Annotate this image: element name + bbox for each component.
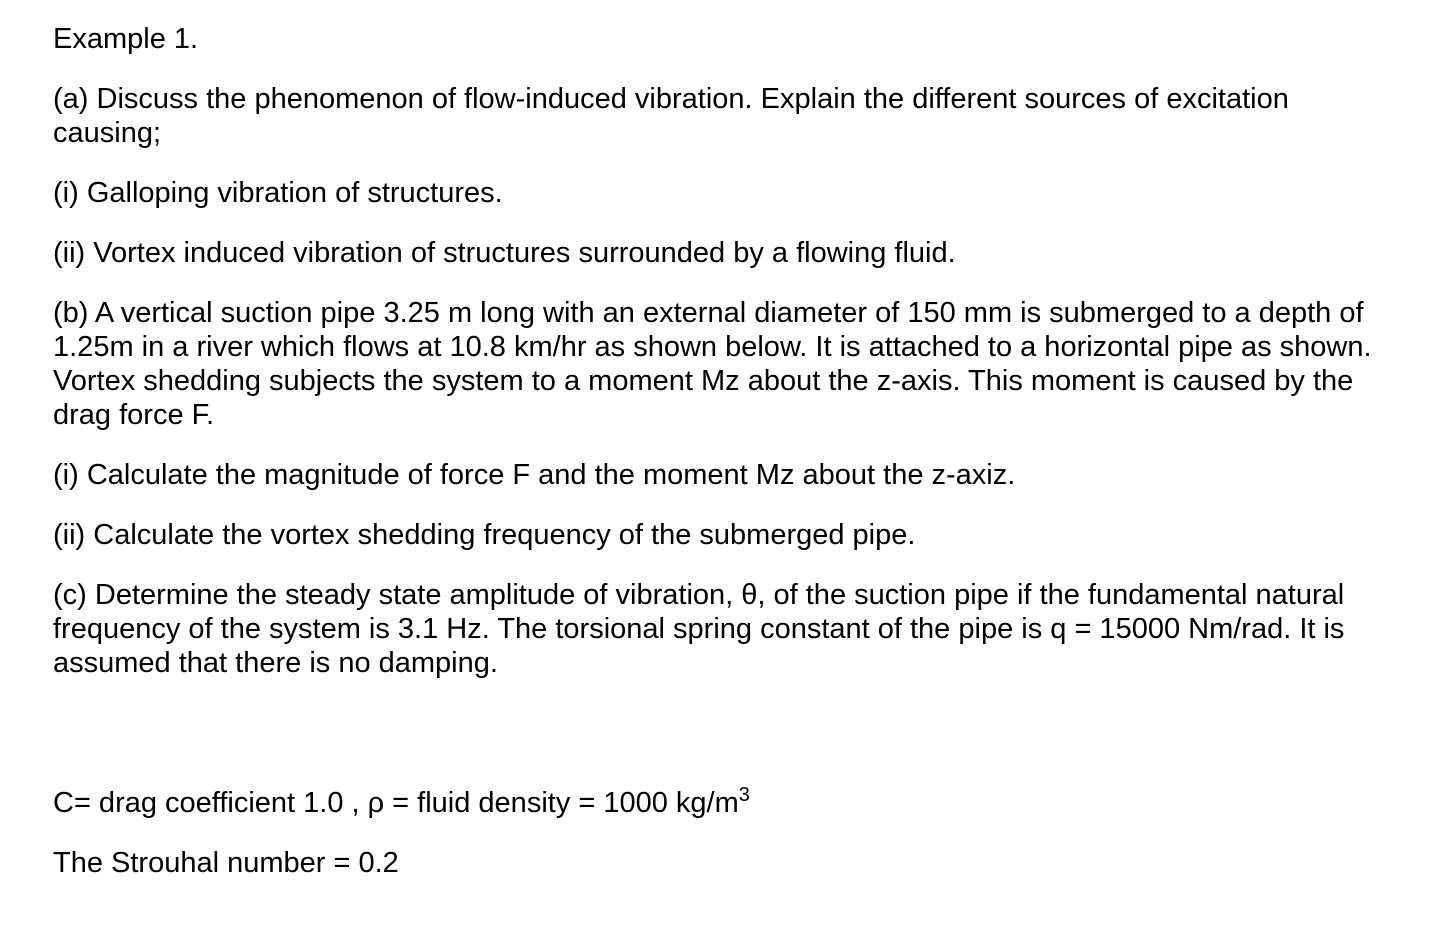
given-drag-density	[53, 786, 1393, 820]
part-b-question: (b) A vertical suction pipe 3.25 m long with an external diameter of 150 mm is submerged to a depth of 1.25m in a river which flows at 10.8 km/hr as shown below. It is attached to a horizontal pipe as shown. Vortex shedding subjects the system to a moment Mz about the z-axis. This moment is caused by the drag force F.	[53, 297, 1372, 431]
part-a-item-ii: (ii) Vortex induced vibration of structures surrounded by a flowing fluid.	[53, 237, 956, 269]
part-a-question: (a) Discuss the phenomenon of flow-induced vibration. Explain the different sources of excitation causing;	[53, 83, 1289, 149]
blank-spacer	[53, 706, 1393, 786]
given-drag-density-text: C= drag coefficient 1.0 , ρ = fluid density = 1000 kg/m	[53, 787, 739, 819]
problem-document	[53, 22, 1393, 906]
cubic-exponent: 3	[738, 784, 750, 806]
part-c-question: (c) Determine the steady state amplitude of vibration, θ, of the suction pipe if the fundamental natural frequency of the system is 3.1 Hz. The torsional spring constant of the pipe is q = 15000 Nm/rad. It is assumed that there is no damping.	[53, 579, 1345, 679]
given-strouhal: The Strouhal number = 0.2	[53, 847, 399, 879]
part-b-item-ii: (ii) Calculate the vortex shedding frequency of the submerged pipe.	[53, 519, 916, 551]
example-heading: Example 1.	[53, 23, 199, 55]
part-b-item-i: (i) Calculate the magnitude of force F and the moment Mz about the z-axiz.	[53, 459, 1016, 491]
part-a-item-i: (i) Galloping vibration of structures.	[53, 177, 503, 209]
